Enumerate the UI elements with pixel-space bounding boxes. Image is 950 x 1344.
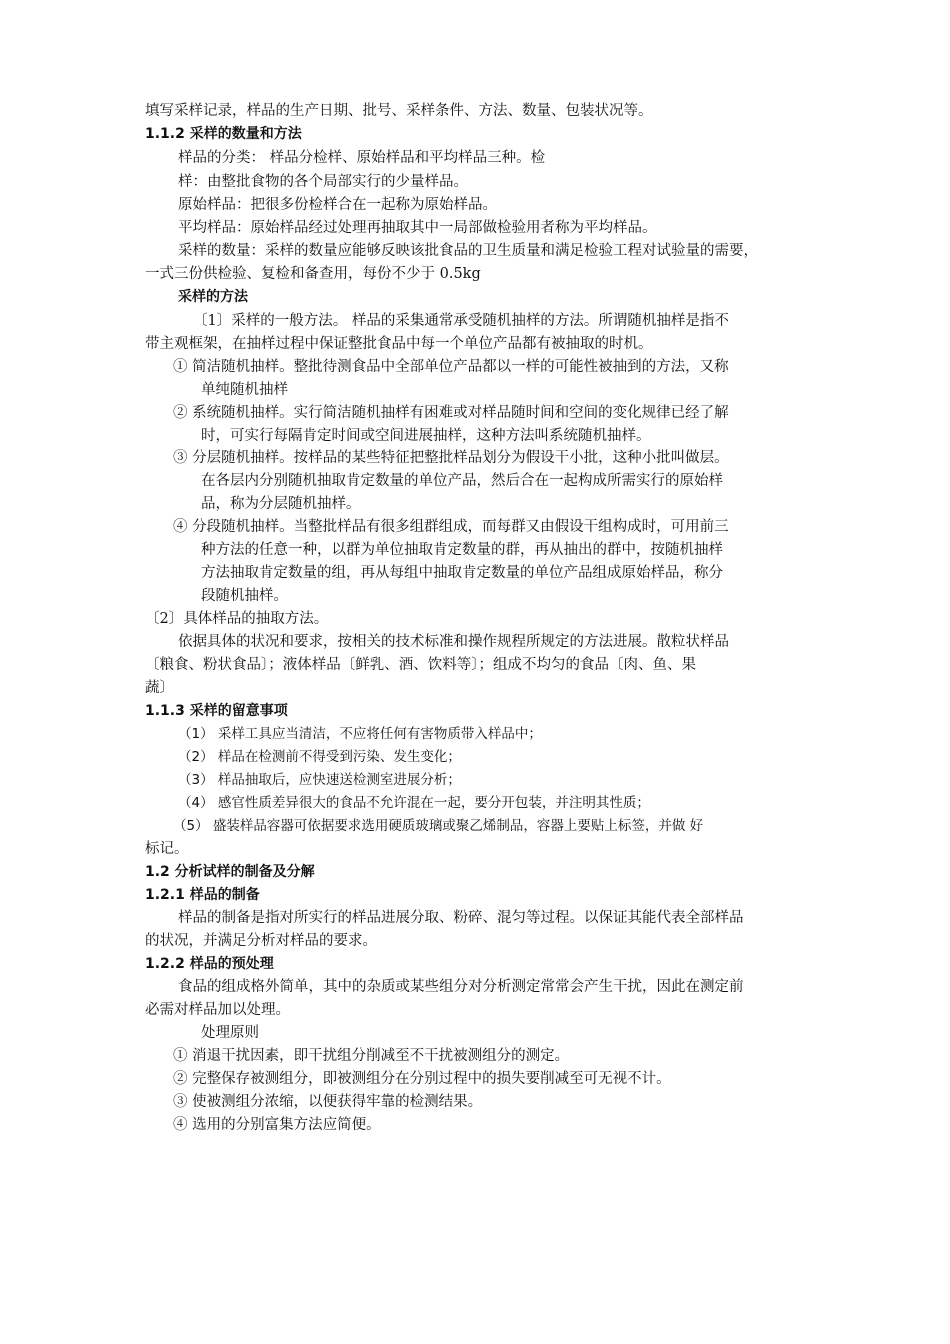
paragraph-line: 填写采样记录，样品的生产日期、批号、采样条件、方法、数量、包装状况等。	[145, 103, 653, 119]
paragraph-line: 必需对样品加以处理。	[145, 1002, 290, 1018]
list-item-continuation: 方法抽取肯定数量的组，再从每组中抽取肯定数量的单位产品组成原始样品，称分	[201, 565, 723, 581]
list-item: ② 完整保存被测组分，即被测组分在分别过程中的损失要削减至可无视不计。	[173, 1071, 671, 1087]
paragraph-line: 〔2〕具体样品的抽取方法。	[145, 611, 329, 627]
list-item-continuation: 品，称为分层随机抽样。	[201, 496, 361, 512]
list-item-continuation: 在各层内分别随机抽取肯定数量的单位产品，然后合在一起构成所需实行的原始样	[201, 473, 723, 489]
paragraph-line: 标记。	[145, 841, 189, 857]
paragraph-line: 样：由整批食物的各个局部实行的少量样品。	[178, 174, 468, 190]
paragraph-line: 采样的数量：采样的数量应能够反映该批食品的卫生质量和满足检验工程对试验量的需要，	[178, 243, 758, 259]
section-heading: 1.1.2 采样的数量和方法	[145, 126, 302, 142]
list-item: ③ 分层随机抽样。按样品的某些特征把整批样品划分为假设干小批，这种小批叫做层。	[173, 450, 729, 466]
list-item: （2） 样品在检测前不得受到污染、发生变化；	[178, 749, 461, 765]
section-heading: 1.2 分析试样的制备及分解	[145, 864, 315, 880]
list-item: ① 简洁随机抽样。整批待测食品中全部单位产品都以一样的可能性被抽到的方法，又称	[173, 359, 729, 375]
list-item-continuation: 种方法的任意一种，以群为单位抽取肯定数量的群，再从抽出的群中，按随机抽样	[201, 542, 723, 558]
list-item: （3） 样品抽取后，应快速送检测室进展分析；	[178, 772, 461, 788]
paragraph-line: 处理原则	[201, 1025, 259, 1041]
list-item: ④ 分段随机抽样。当整批样品有很多组群组成，而每群又由假设干组构成时，可用前三	[173, 519, 729, 535]
paragraph-line: 〔粮食、粉状食品〕；液体样品〔鲜乳、酒、饮料等〕；组成不均匀的食品〔肉、鱼、果	[145, 657, 696, 673]
paragraph-line: 〔1〕采样的一般方法。 样品的采集通常承受随机抽样的方法。所谓随机抽样是指不	[193, 313, 729, 329]
paragraph-line: 样品的分类： 样品分检样、原始样品和平均样品三种。检	[178, 150, 546, 166]
paragraph-line: 平均样品：原始样品经过处理再抽取其中一局部做检验用者称为平均样品。	[178, 220, 657, 236]
list-item-continuation: 单纯随机抽样	[201, 382, 288, 398]
paragraph-line: 的状况，并满足分析对样品的要求。	[145, 933, 377, 949]
paragraph-line: 一式三份供检验、复检和备查用，每份不少于 0.5kg	[145, 266, 481, 282]
paragraph-line: 带主观框架，在抽样过程中保证整批食品中每一个单位产品都有被抽取的时机。	[145, 336, 653, 352]
list-item: ③ 使被测组分浓缩，以便获得牢靠的检测结果。	[173, 1094, 483, 1110]
paragraph-line: 原始样品：把很多份检样合在一起称为原始样品。	[178, 197, 497, 213]
list-item: （5） 盛装样品容器可依据要求选用硬质玻璃或聚乙烯制品，容器上要贴上标签，并做 好	[173, 818, 704, 834]
list-item-continuation: 段随机抽样。	[201, 588, 288, 604]
paragraph-line: 食品的组成格外简单，其中的杂质或某些组分对分析测定常常会产生干扰，因此在测定前	[178, 979, 744, 995]
section-heading: 1.2.1 样品的制备	[145, 887, 260, 903]
subsection-heading: 采样的方法	[178, 289, 248, 305]
paragraph-line: 依据具体的状况和要求，按相关的技术标准和操作规程所规定的方法进展。散粒状样品	[178, 634, 729, 650]
list-item: （4） 感官性质差异很大的食品不允许混在一起，要分开包装，并注明其性质；	[178, 795, 650, 811]
section-heading: 1.2.2 样品的预处理	[145, 956, 274, 972]
list-item-continuation: 时，可实行每隔肯定时间或空间进展抽样，这种方法叫系统随机抽样。	[201, 428, 651, 444]
list-item: ① 消退干扰因素，即干扰组分削减至不干扰被测组分的测定。	[173, 1048, 570, 1064]
list-item: ② 系统随机抽样。实行简洁随机抽样有困难或对样品随时间和空间的变化规律已经了解	[173, 405, 729, 421]
list-item: （1） 采样工具应当清洁，不应将任何有害物质带入样品中；	[178, 726, 542, 742]
list-item: ④ 选用的分别富集方法应简便。	[173, 1117, 381, 1133]
paragraph-line: 蔬〕	[145, 680, 174, 696]
paragraph-line: 样品的制备是指对所实行的样品进展分取、粉碎、混匀等过程。以保证其能代表全部样品	[178, 910, 744, 926]
section-heading: 1.1.3 采样的留意事项	[145, 703, 288, 719]
